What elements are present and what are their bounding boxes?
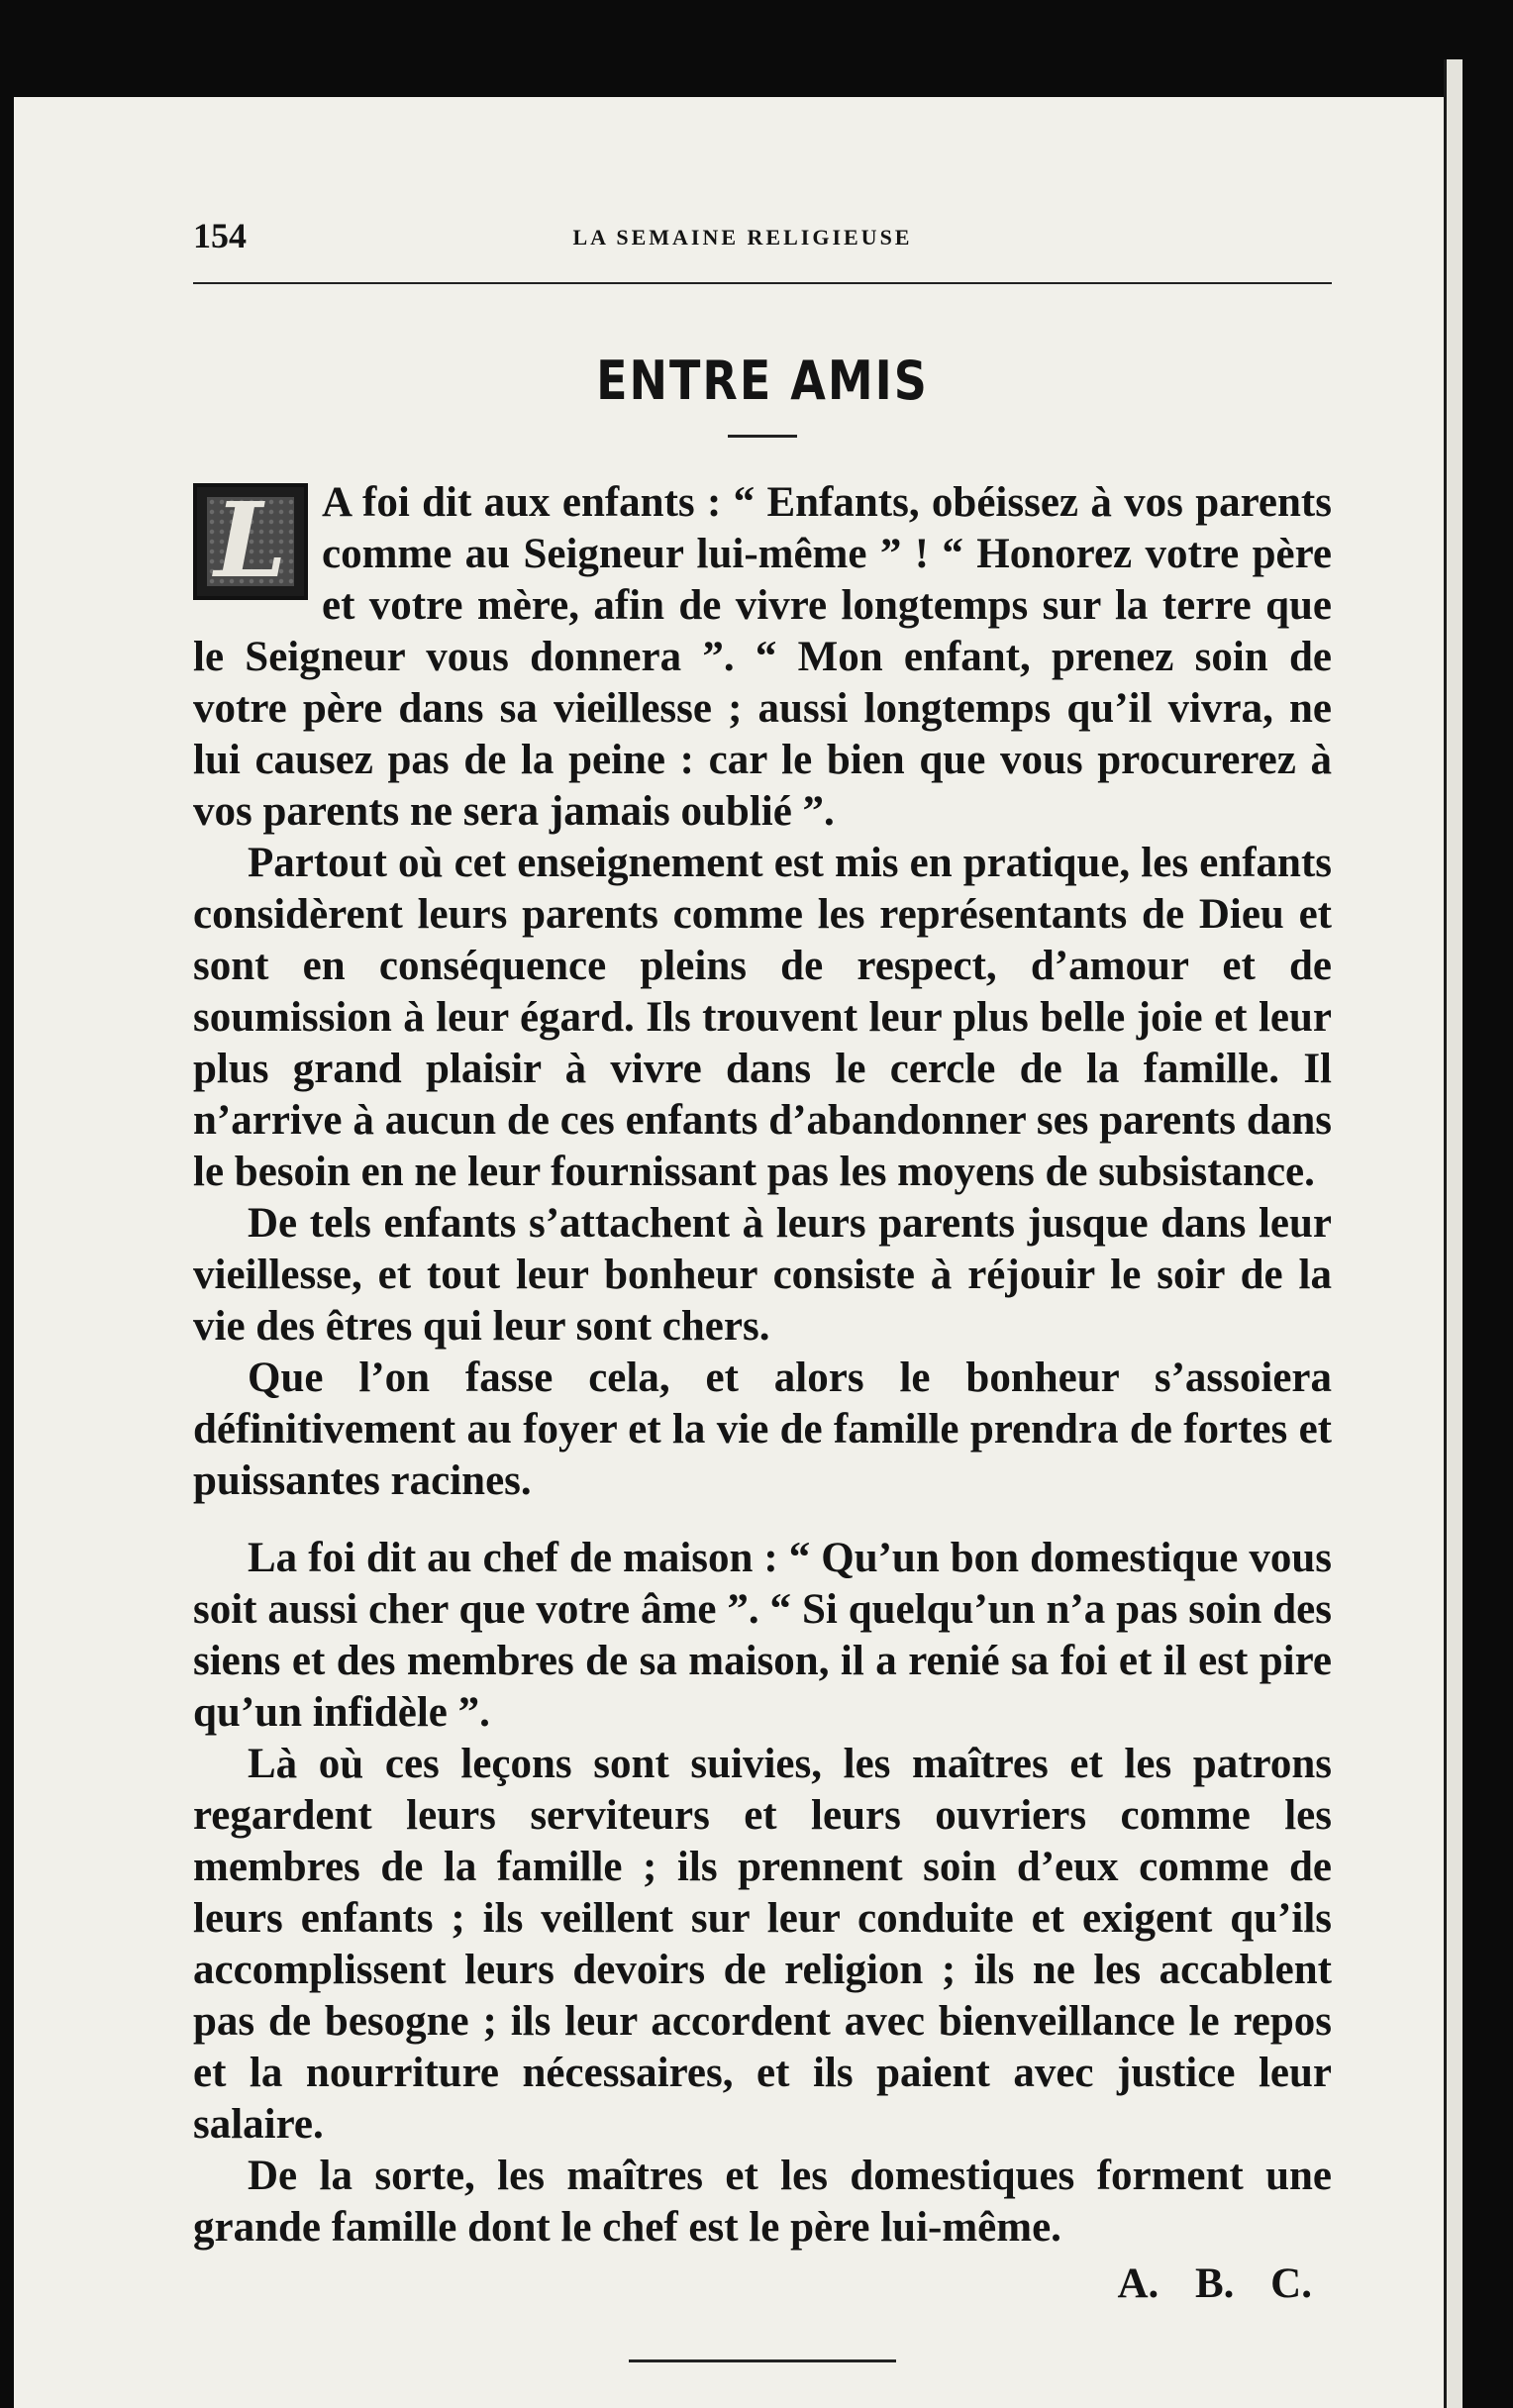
page-edge <box>1444 59 1463 2408</box>
paragraph-1 <box>193 477 1332 838</box>
paragraph-2: Partout où cet enseignement est mis en pratique, les enfants considèrent leurs parents comme les représentants de Dieu et sont en conséquence pleins de respect, d’amour et de soumission à leur égard. Ils trouvent leur plus belle joie et leur plus grand plaisir à vivre dans le cercle de la famille. Il n’arrive à aucun de ces enfants d’abandonner ses parents dans le besoin en ne leur fournissant pas les moyens de subsistance. <box>193 840 1332 1195</box>
title-rule <box>728 435 797 438</box>
article-body <box>193 477 1332 2254</box>
end-rule <box>629 2359 896 2362</box>
page-header <box>193 213 1332 284</box>
article-title: ENTRE AMIS <box>596 349 929 412</box>
paragraph-4: Que l’on fasse cela, et alors le bonheur s’assoiera définitivement au foyer et la vie de famille prendra de fortes et puissantes racines. <box>193 1354 1332 1504</box>
paragraph-1-text: A foi dit aux enfants : “ Enfants, obéissez à vos parents comme au Seigneur lui-même ” ! “ Honorez votre père et votre mère, afin de vivre longtemps sur la terre que le Seigneur vous donnera ”. “ Mon enfant, prenez soin de votre père dans sa vieillesse ; aussi longtemps qu’il vivra, ne lui causez pas de la peine : car le bien que vous procurerez à vos parents ne sera jamais oublié ”. <box>193 479 1332 835</box>
paragraph-6: Là où ces leçons sont suivies, les maîtres et les patrons regardent leurs serviteurs et leurs ouvriers comme les membres de la famille ; ils prennent soin d’eux comme de leurs enfants ; ils veillent sur leur conduite et exigent qu’ils accomplissent leurs devoirs de religion ; ils ne les accablent pas de besogne ; ils leur accordent avec bienveillance le repos et la nourriture nécessaires, et ils paient avec justice leur salaire. <box>193 1741 1332 2148</box>
paragraph-7: De la sorte, les maîtres et les domestiques forment une grande famille dont le chef est le père lui-même. <box>193 2153 1332 2251</box>
signature: A. B. C. <box>1117 2260 1312 2307</box>
page-number: 154 <box>193 216 247 255</box>
running-title: LA SEMAINE RELIGIEUSE <box>572 225 913 250</box>
paragraph-3: De tels enfants s’attachent à leurs parents jusque dans leur vieillesse, et tout leur bonheur consiste à réjouir le soir de la vie des êtres qui leur sont chers. <box>193 1200 1332 1350</box>
dropcap-ornament <box>193 479 308 601</box>
paragraph-5: La foi dit au chef de maison : “ Qu’un bon domestique vous soit aussi cher que votre âme ”. “ Si quelqu’un n’a pas soin des siens et des membres de sa maison, il a renié sa foi et il est pire qu’un infidèle ”. <box>193 1535 1332 1736</box>
dropcap-letter: L <box>214 479 287 601</box>
page-content <box>193 213 1332 2362</box>
